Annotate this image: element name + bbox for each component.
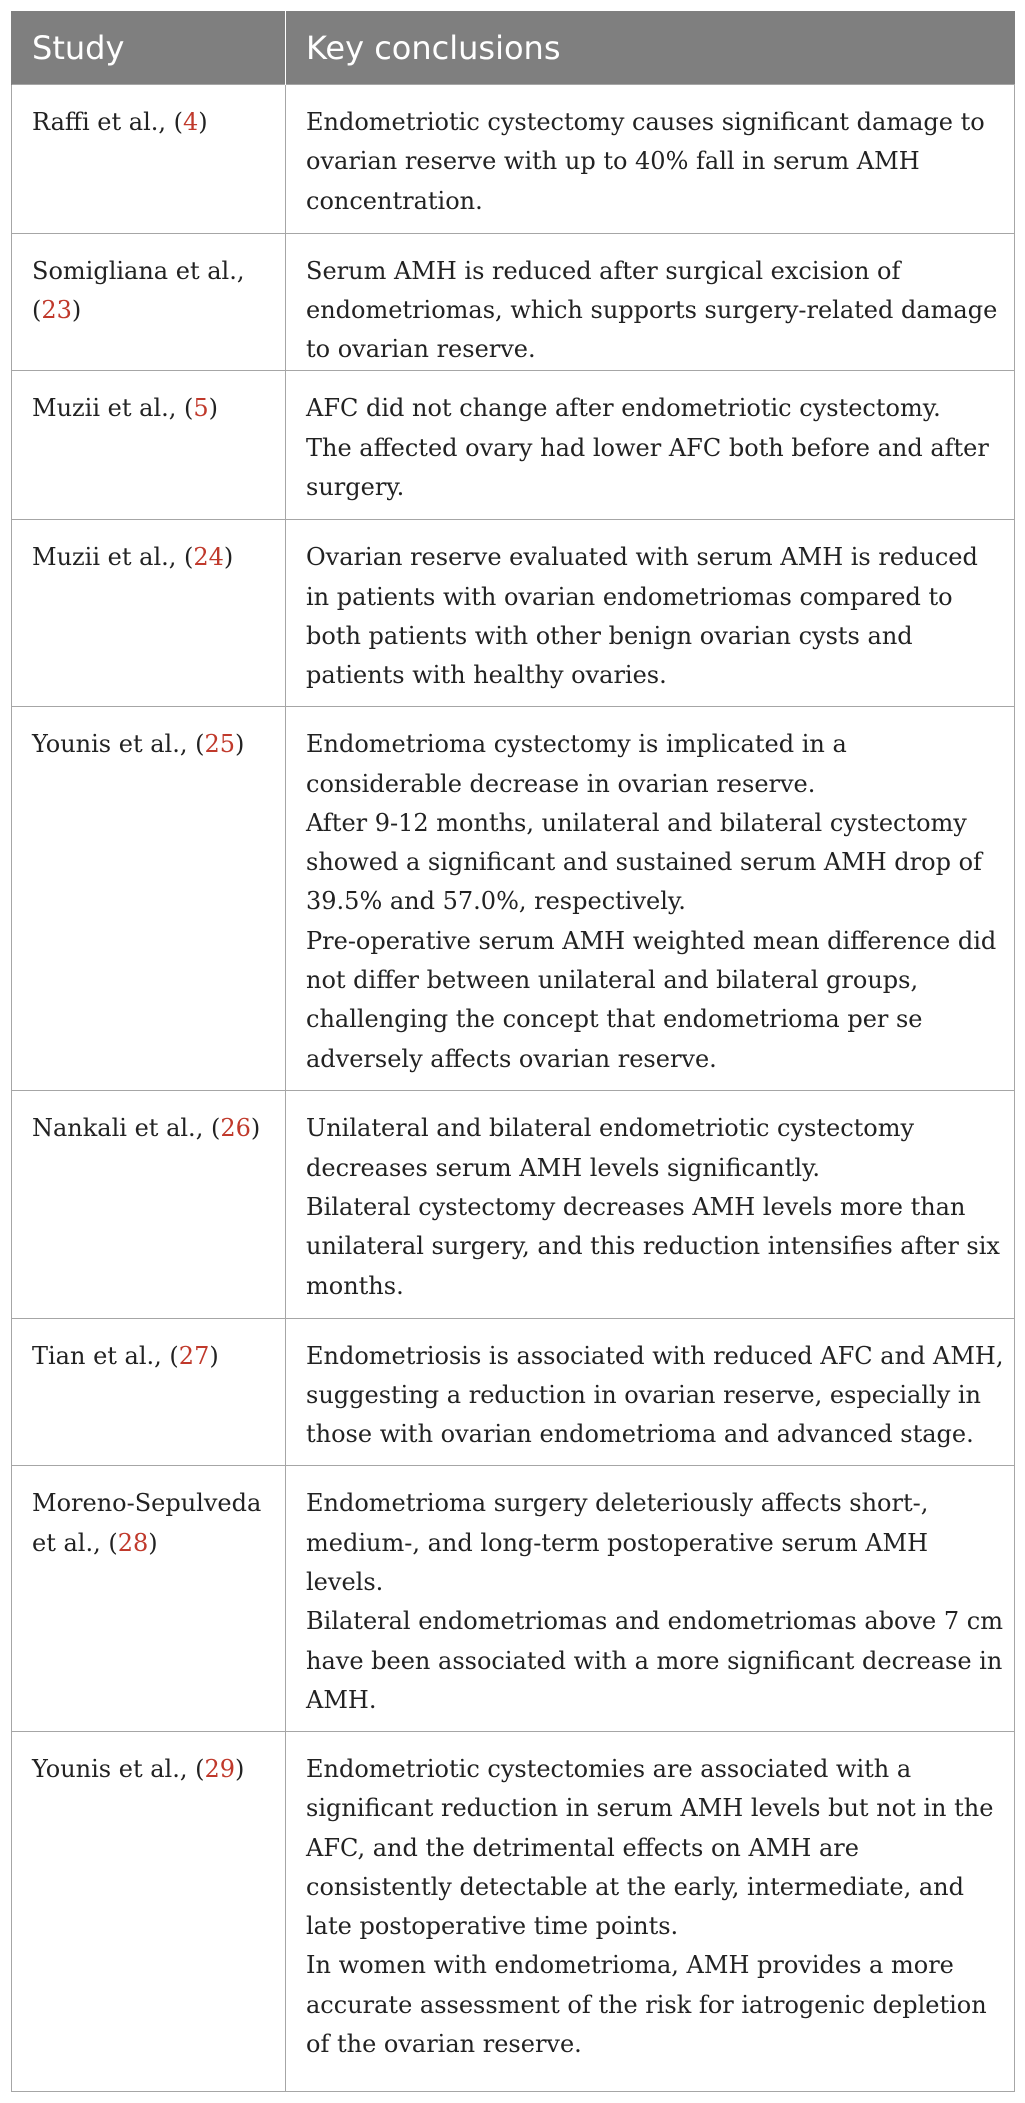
conclusions-cell xyxy=(286,1731,1015,2091)
conclusions-cell xyxy=(286,371,1015,520)
table-row xyxy=(12,371,1015,520)
conclusions-cell xyxy=(286,1318,1015,1466)
study-citation: Somigliana et al., ( xyxy=(32,256,245,325)
conclusion-text: Ovarian reserve evaluated with serum AMH is reduced in patients with ovarian endometriomas compared to both patients with other benign ovarian cysts and patients with healthy ovaries. xyxy=(306,543,978,690)
conclusion-text: Bilateral cystectomy decreases AMH levels more than unilateral surgery, and this reduction intensifies after six months. xyxy=(306,1193,1000,1300)
conclusion-text: In women with endometrioma, AMH provides a more accurate assessment of the risk for iatrogenic depletion of the ovarian reserve. xyxy=(306,1951,987,2059)
table-row xyxy=(12,1731,1015,2091)
reference-link[interactable]: 24 xyxy=(193,543,224,572)
table-row xyxy=(12,233,1015,371)
conclusion-text: Bilateral endometriomas and endometriomas above 7 cm have been associated with a more significant decrease in AMH. xyxy=(306,1607,1003,1714)
conclusion-text: The affected ovary had lower AFC both before and after surgery. xyxy=(306,433,989,502)
study-citation: Muzii et al., ( xyxy=(32,394,194,423)
conclusion-text: Serum AMH is reduced after surgical excision of endometriomas, which supports surgery-related damage to ovarian reserve. xyxy=(306,256,998,364)
study-cell xyxy=(12,233,286,371)
study-cell xyxy=(12,1318,286,1466)
conclusion-text: Endometriotic cystectomies are associated with a significant reduction in serum AMH levels but not in the AFC, and the detrimental effects on AMH are consistently detectable at the early, intermediate, and late postoperative time points. xyxy=(306,1754,994,1941)
reference-link[interactable]: 26 xyxy=(220,1114,251,1143)
study-cell xyxy=(12,85,286,234)
header-row xyxy=(12,11,1015,85)
reference-link[interactable]: 28 xyxy=(117,1528,149,1557)
study-cell xyxy=(12,520,286,707)
study-citation: Muzii et al., ( xyxy=(32,543,194,572)
conclusions-cell xyxy=(286,707,1015,1091)
study-cell xyxy=(12,1731,286,2091)
table-header xyxy=(12,11,1015,85)
reference-link[interactable]: 25 xyxy=(204,730,235,759)
study-cell xyxy=(12,371,286,520)
table-body xyxy=(12,85,1015,2092)
citation-close-paren: ) xyxy=(208,394,219,423)
study-citation: Raffi et al., ( xyxy=(32,108,183,136)
studies-table xyxy=(11,11,1015,2092)
table-row xyxy=(12,1466,1015,1731)
citation-close-paren: ) xyxy=(250,1114,261,1143)
citation-close-paren: ) xyxy=(235,730,245,759)
reference-link[interactable]: 4 xyxy=(183,108,199,136)
table-row xyxy=(12,707,1015,1091)
conclusion-text: Endometriosis is associated with reduced AFC and AMH, suggesting a reduction in ovarian reserve, especially in those with ovarian endometrioma and advanced stage. xyxy=(306,1341,1004,1449)
study-citation: Moreno-Sepulveda et al., ( xyxy=(32,1489,262,1557)
study-citation: Nankali et al., ( xyxy=(32,1114,221,1143)
citation-close-paren: ) xyxy=(209,1341,219,1370)
table-row xyxy=(12,520,1015,707)
reference-link[interactable]: 23 xyxy=(41,296,72,325)
conclusions-cell xyxy=(286,233,1015,371)
study-cell xyxy=(12,1091,286,1318)
study-citation: Younis et al., ( xyxy=(32,1754,205,1783)
column-header-study: Study xyxy=(12,11,286,85)
citation-close-paren: ) xyxy=(198,108,208,136)
citation-close-paren: ) xyxy=(235,1754,245,1783)
study-citation: Younis et al., ( xyxy=(32,730,205,759)
conclusion-text: Endometrioma surgery deleteriously affects short-, medium-, and long-term postoperative serum AMH levels. xyxy=(306,1489,929,1597)
citation-close-paren: ) xyxy=(71,296,82,325)
conclusion-text: Unilateral and bilateral endometriotic cystectomy decreases serum AMH levels significantly. xyxy=(306,1114,915,1182)
citation-close-paren: ) xyxy=(223,543,234,572)
conclusions-cell xyxy=(286,85,1015,234)
table-row xyxy=(12,1091,1015,1318)
study-cell xyxy=(12,707,286,1091)
citation-close-paren: ) xyxy=(148,1528,158,1557)
study-cell xyxy=(12,1466,286,1731)
table-row xyxy=(12,1318,1015,1466)
column-header-conclusions: Key conclusions xyxy=(286,11,1015,85)
study-citation: Tian et al., ( xyxy=(32,1341,179,1370)
conclusions-cell xyxy=(286,520,1015,707)
conclusion-text: After 9-12 months, unilateral and bilateral cystectomy showed a significant and sustained serum AMH drop of 39.5% and 57.0%, respectively. xyxy=(306,808,982,916)
table-row xyxy=(12,85,1015,234)
conclusions-cell xyxy=(286,1091,1015,1318)
conclusion-text: AFC did not change after endometriotic cystectomy. xyxy=(306,394,941,423)
conclusion-text: Endometriotic cystectomy causes significant damage to ovarian reserve with up to 40% fall in serum AMH concentration. xyxy=(306,108,985,215)
reference-link[interactable]: 5 xyxy=(193,394,209,423)
reference-link[interactable]: 29 xyxy=(204,1754,235,1783)
reference-link[interactable]: 27 xyxy=(178,1341,210,1370)
conclusion-text: Endometrioma cystectomy is implicated in a considerable decrease in ovarian reserve. xyxy=(306,730,847,798)
conclusions-cell xyxy=(286,1466,1015,1731)
conclusion-text: Pre-operative serum AMH weighted mean difference did not differ between unilateral and bilateral groups, challenging the concept that endometrioma per se adversely affects ovarian reserve. xyxy=(306,926,997,1073)
